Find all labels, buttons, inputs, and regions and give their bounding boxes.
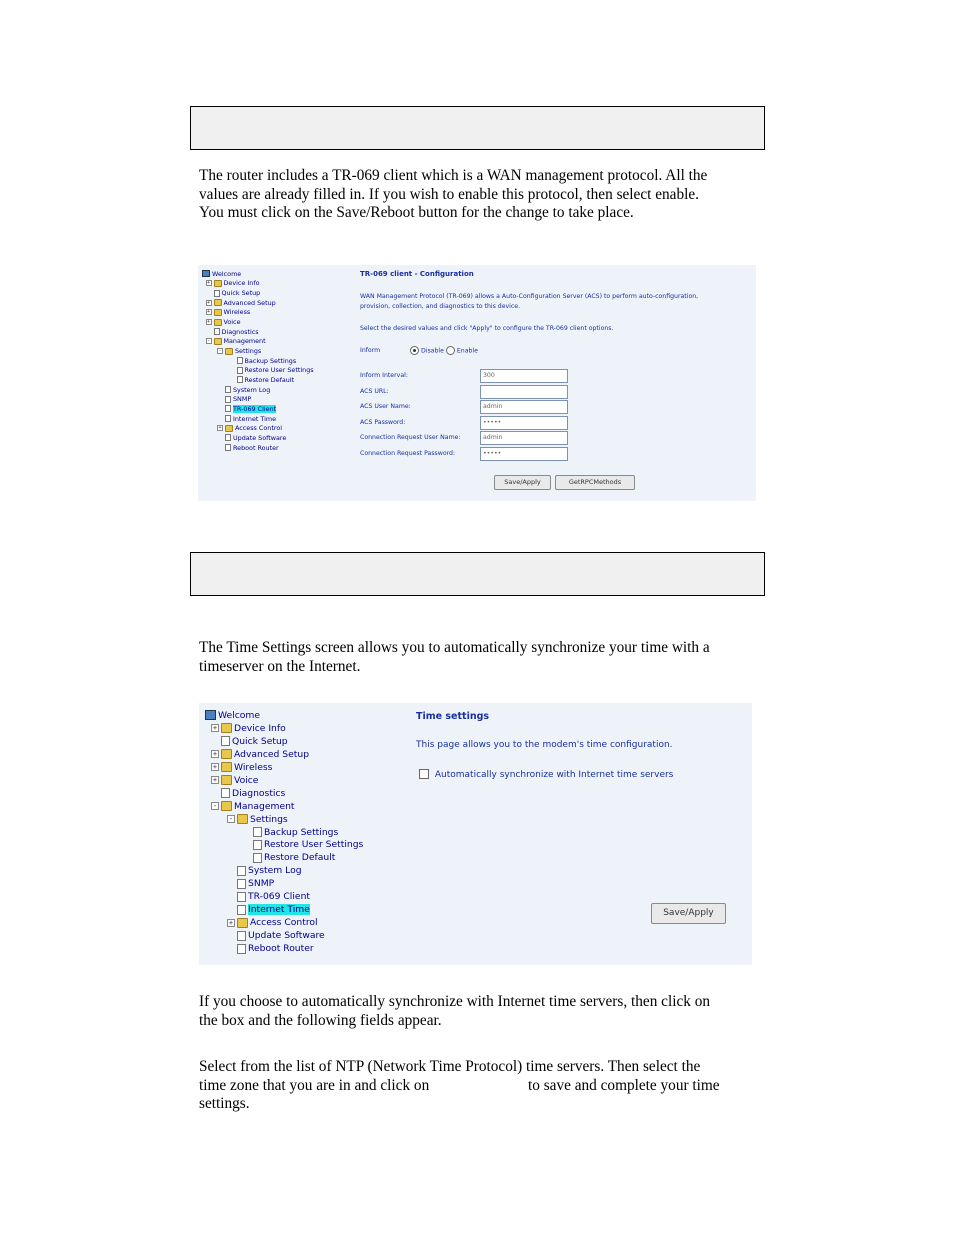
tree-item[interactable] (237, 366, 314, 376)
tree-item-label: Management (234, 800, 295, 812)
page-icon (225, 444, 231, 451)
expand-icon[interactable]: + (212, 763, 218, 772)
auto-sync-checkbox[interactable] (419, 769, 429, 779)
globe-icon (202, 270, 210, 277)
folder-icon (225, 425, 233, 432)
paragraph-line: You must click on the Save/Reboot button for the change to take place. (199, 204, 634, 222)
tree-item-label: Welcome (218, 709, 261, 721)
page-icon (225, 405, 231, 412)
page-icon (253, 853, 262, 863)
tree-item[interactable] (237, 864, 302, 877)
page-icon (221, 788, 230, 798)
folder-icon (221, 749, 232, 759)
folder-icon (221, 775, 232, 785)
tree-item[interactable] (218, 423, 283, 433)
page-icon (237, 376, 243, 383)
tree-item-label: Welcome (212, 269, 242, 278)
folder-icon (214, 319, 222, 326)
field-label: ACS URL: (360, 387, 389, 395)
tree-item-label: Update Software (233, 433, 287, 442)
field-label: Connection Request User Name: (360, 434, 461, 442)
folder-icon (214, 299, 222, 306)
text-field[interactable]: ••••• (480, 416, 568, 430)
tree-item[interactable] (212, 774, 259, 787)
paragraph-text: time zone that you are in and click on (199, 1076, 430, 1094)
paragraph-line: Select from the list of NTP (Network Time Protocol) time servers. Then select the (199, 1058, 701, 1075)
text-field[interactable]: admin (480, 431, 568, 445)
text-field[interactable] (480, 385, 568, 399)
tree-item-label: Update Software (248, 930, 325, 942)
field-label: ACS User Name: (360, 403, 411, 411)
intro-paragraph-tr069 (199, 167, 707, 223)
tree-item-label: Diagnostics (232, 787, 286, 799)
tree-item[interactable] (228, 813, 288, 826)
page-icon (237, 357, 243, 364)
tree-item[interactable] (237, 356, 297, 366)
tree-item-label: Restore User Settings (264, 839, 364, 851)
expand-icon[interactable]: + (206, 319, 210, 326)
tree-item-label: Restore Default (244, 375, 295, 384)
tree-item[interactable] (212, 761, 273, 774)
paragraph-line: the box and the following fields appear. (199, 1011, 442, 1029)
tree-item-label: System Log (233, 385, 271, 394)
folder-open-icon (237, 814, 248, 824)
page-icon (221, 736, 230, 746)
folder-icon (221, 723, 232, 733)
tree-item[interactable] (202, 269, 241, 279)
tree-item-label: TR-069 Client (248, 891, 310, 903)
paragraph-text: to save and complete your time (528, 1076, 720, 1094)
collapse-icon[interactable]: - (228, 815, 234, 824)
page-title: Time settings (416, 711, 490, 722)
expand-icon[interactable]: + (206, 280, 210, 287)
text-field[interactable]: 300 (480, 369, 568, 383)
collapse-icon[interactable]: - (212, 802, 218, 811)
tree-item[interactable] (212, 800, 295, 813)
tree-item[interactable] (206, 298, 276, 308)
tree-item-label: Reboot Router (233, 443, 279, 452)
page-icon (237, 905, 246, 915)
tree-item-label: SNMP (233, 395, 252, 404)
page-icon (237, 892, 246, 902)
expand-icon[interactable]: + (212, 750, 218, 759)
auto-sync-option (419, 769, 673, 780)
folder-open-icon (225, 348, 233, 355)
folder-icon (237, 918, 248, 928)
tree-item-label: Device Info (223, 279, 260, 288)
page-icon (237, 866, 246, 876)
tree-item[interactable] (212, 722, 286, 735)
field-label: ACS Password: (360, 418, 406, 426)
tree-item[interactable] (237, 942, 314, 955)
text-field[interactable]: admin (480, 400, 568, 414)
tree-item-label: Diagnostics (221, 327, 259, 336)
globe-icon (205, 710, 216, 720)
tree-item-label: Restore User Settings (244, 366, 314, 375)
tree-item[interactable] (253, 826, 338, 839)
paragraph-line: The Time Settings screen allows you to automatically synchronize your time with a (199, 639, 710, 656)
page-icon (237, 931, 246, 941)
tree-item-label: Advanced Setup (234, 748, 310, 760)
tree-item[interactable] (237, 929, 325, 942)
tree-item-label: Voice (234, 774, 259, 786)
save-apply-button[interactable]: Save/Apply (494, 475, 551, 490)
tree-item[interactable] (206, 279, 260, 289)
expand-icon[interactable]: + (212, 724, 218, 733)
page-icon (214, 290, 220, 297)
tree-item-label: Advanced Setup (223, 298, 276, 307)
page-icon (253, 827, 262, 837)
tree-item-label: Quick Setup (232, 735, 288, 747)
expand-icon[interactable]: + (206, 299, 210, 306)
tree-item[interactable] (253, 851, 335, 864)
tree-item-label: Management (223, 337, 266, 346)
expand-icon[interactable]: + (206, 309, 210, 316)
getrpcmethods-button[interactable]: GetRPCMethods (555, 475, 635, 490)
section-header-box-time (190, 552, 765, 596)
tree-item[interactable] (221, 787, 285, 800)
tree-item[interactable] (237, 903, 310, 916)
tree-item[interactable] (205, 709, 260, 722)
tree-item[interactable] (218, 346, 262, 356)
page-icon (214, 328, 220, 335)
tree-item-label: Access Control (250, 917, 318, 929)
tree-item-label: Internet Time (233, 414, 277, 423)
page-icon (225, 386, 231, 393)
tree-item[interactable] (253, 839, 363, 852)
intro-paragraph-time (199, 639, 710, 676)
tree-item-label: Settings (235, 347, 262, 355)
tree-item[interactable] (237, 375, 295, 385)
expand-icon[interactable]: + (218, 425, 222, 432)
page-icon (225, 434, 231, 441)
tree-item-label: Access Control (235, 424, 283, 433)
page-icon (237, 367, 243, 374)
expand-icon[interactable]: + (228, 918, 234, 927)
tree-item[interactable] (237, 877, 274, 890)
paragraph-line (199, 1076, 720, 1096)
ntp-paragraph (199, 1058, 720, 1114)
folder-icon (214, 280, 222, 287)
tree-item[interactable] (206, 337, 266, 347)
inform-radio-group (410, 346, 478, 355)
tree-item-label: System Log (248, 865, 302, 877)
inform-label: Inform (360, 347, 381, 354)
time-settings-screenshot (199, 703, 752, 965)
tree-item[interactable] (206, 308, 251, 318)
tree-item[interactable] (225, 433, 286, 443)
page-icon (225, 396, 231, 403)
tree-item[interactable] (237, 890, 310, 903)
page-icon (225, 415, 231, 422)
tree-item[interactable] (206, 317, 241, 327)
folder-icon (221, 762, 232, 772)
paragraph-line: timeserver on the Internet. (199, 657, 361, 675)
tree-item-label: Reboot Router (248, 943, 314, 955)
tree-item-label: Quick Setup (221, 289, 261, 298)
expand-icon[interactable]: + (212, 776, 218, 785)
folder-open-icon (214, 338, 222, 345)
tree-item[interactable] (225, 404, 276, 414)
tree-item[interactable] (214, 327, 259, 337)
tree-item-label: Internet Time (248, 904, 310, 916)
folder-icon (214, 309, 222, 316)
disable-label: Disable (420, 347, 444, 355)
paragraph-line: settings. (199, 1095, 250, 1113)
section-header-box-tr069 (190, 106, 765, 150)
tree-item[interactable] (214, 288, 261, 298)
auto-sync-label: Automatically synchronize with Internet time servers (434, 769, 674, 780)
page-icon (237, 944, 246, 954)
paragraph-line: values are already filled in. If you wish to enable this protocol, then select enable. (199, 185, 699, 203)
tree-item[interactable] (228, 916, 318, 929)
tree-item-label: Restore Default (264, 852, 336, 864)
description-line-1: WAN Management Protocol (TR-069) allows a Auto-Configuration Server (ACS) to perform auto-configuration, (360, 293, 699, 300)
tr069-screenshot (198, 265, 756, 501)
tree-item[interactable] (221, 735, 288, 748)
collapse-icon[interactable]: - (218, 348, 222, 354)
tree-item-label: Settings (250, 813, 288, 825)
enable-radio[interactable] (446, 346, 455, 355)
disable-radio[interactable] (410, 346, 419, 355)
tree-item-label: Wireless (223, 308, 251, 317)
tree-item-label: SNMP (248, 878, 275, 890)
tree-item-label: Backup Settings (244, 356, 297, 365)
tree-item[interactable] (225, 394, 251, 404)
tree-item[interactable] (225, 443, 279, 453)
paragraph-line: If you choose to automatically synchronize with Internet time servers, then click on (199, 993, 711, 1010)
tree-item-label: Device Info (234, 722, 286, 734)
page-title: TR-069 client - Configuration (360, 270, 474, 278)
folder-open-icon (221, 801, 232, 811)
text-field[interactable]: ••••• (480, 447, 568, 461)
paragraph-line: The router includes a TR-069 client which is a WAN management protocol. All the (199, 167, 708, 184)
tree-item[interactable] (225, 414, 276, 424)
enable-label: Enable (456, 347, 478, 355)
collapse-icon[interactable]: - (206, 338, 210, 345)
description-text: This page allows you to the modem's time configuration. (416, 740, 673, 750)
field-label: Connection Request Password: (360, 450, 456, 457)
save-apply-button[interactable]: Save/Apply (651, 903, 726, 924)
field-label: Inform Interval: (360, 372, 408, 379)
page-icon (253, 840, 262, 850)
tree-item-label: Voice (223, 318, 241, 327)
instruction-text: Select the desired values and click "Apply" to configure the TR-069 client options. (360, 325, 614, 332)
tree-item[interactable] (225, 385, 270, 395)
tree-item[interactable] (212, 748, 310, 761)
page-icon (237, 879, 246, 889)
tree-item-label: Wireless (234, 761, 273, 773)
description-line-2: provision, collection, and diagnostics to this device. (360, 303, 521, 310)
tree-item-label: Backup Settings (264, 826, 339, 838)
tree-item-label: TR-069 Client (233, 404, 277, 413)
sync-paragraph (199, 993, 710, 1030)
